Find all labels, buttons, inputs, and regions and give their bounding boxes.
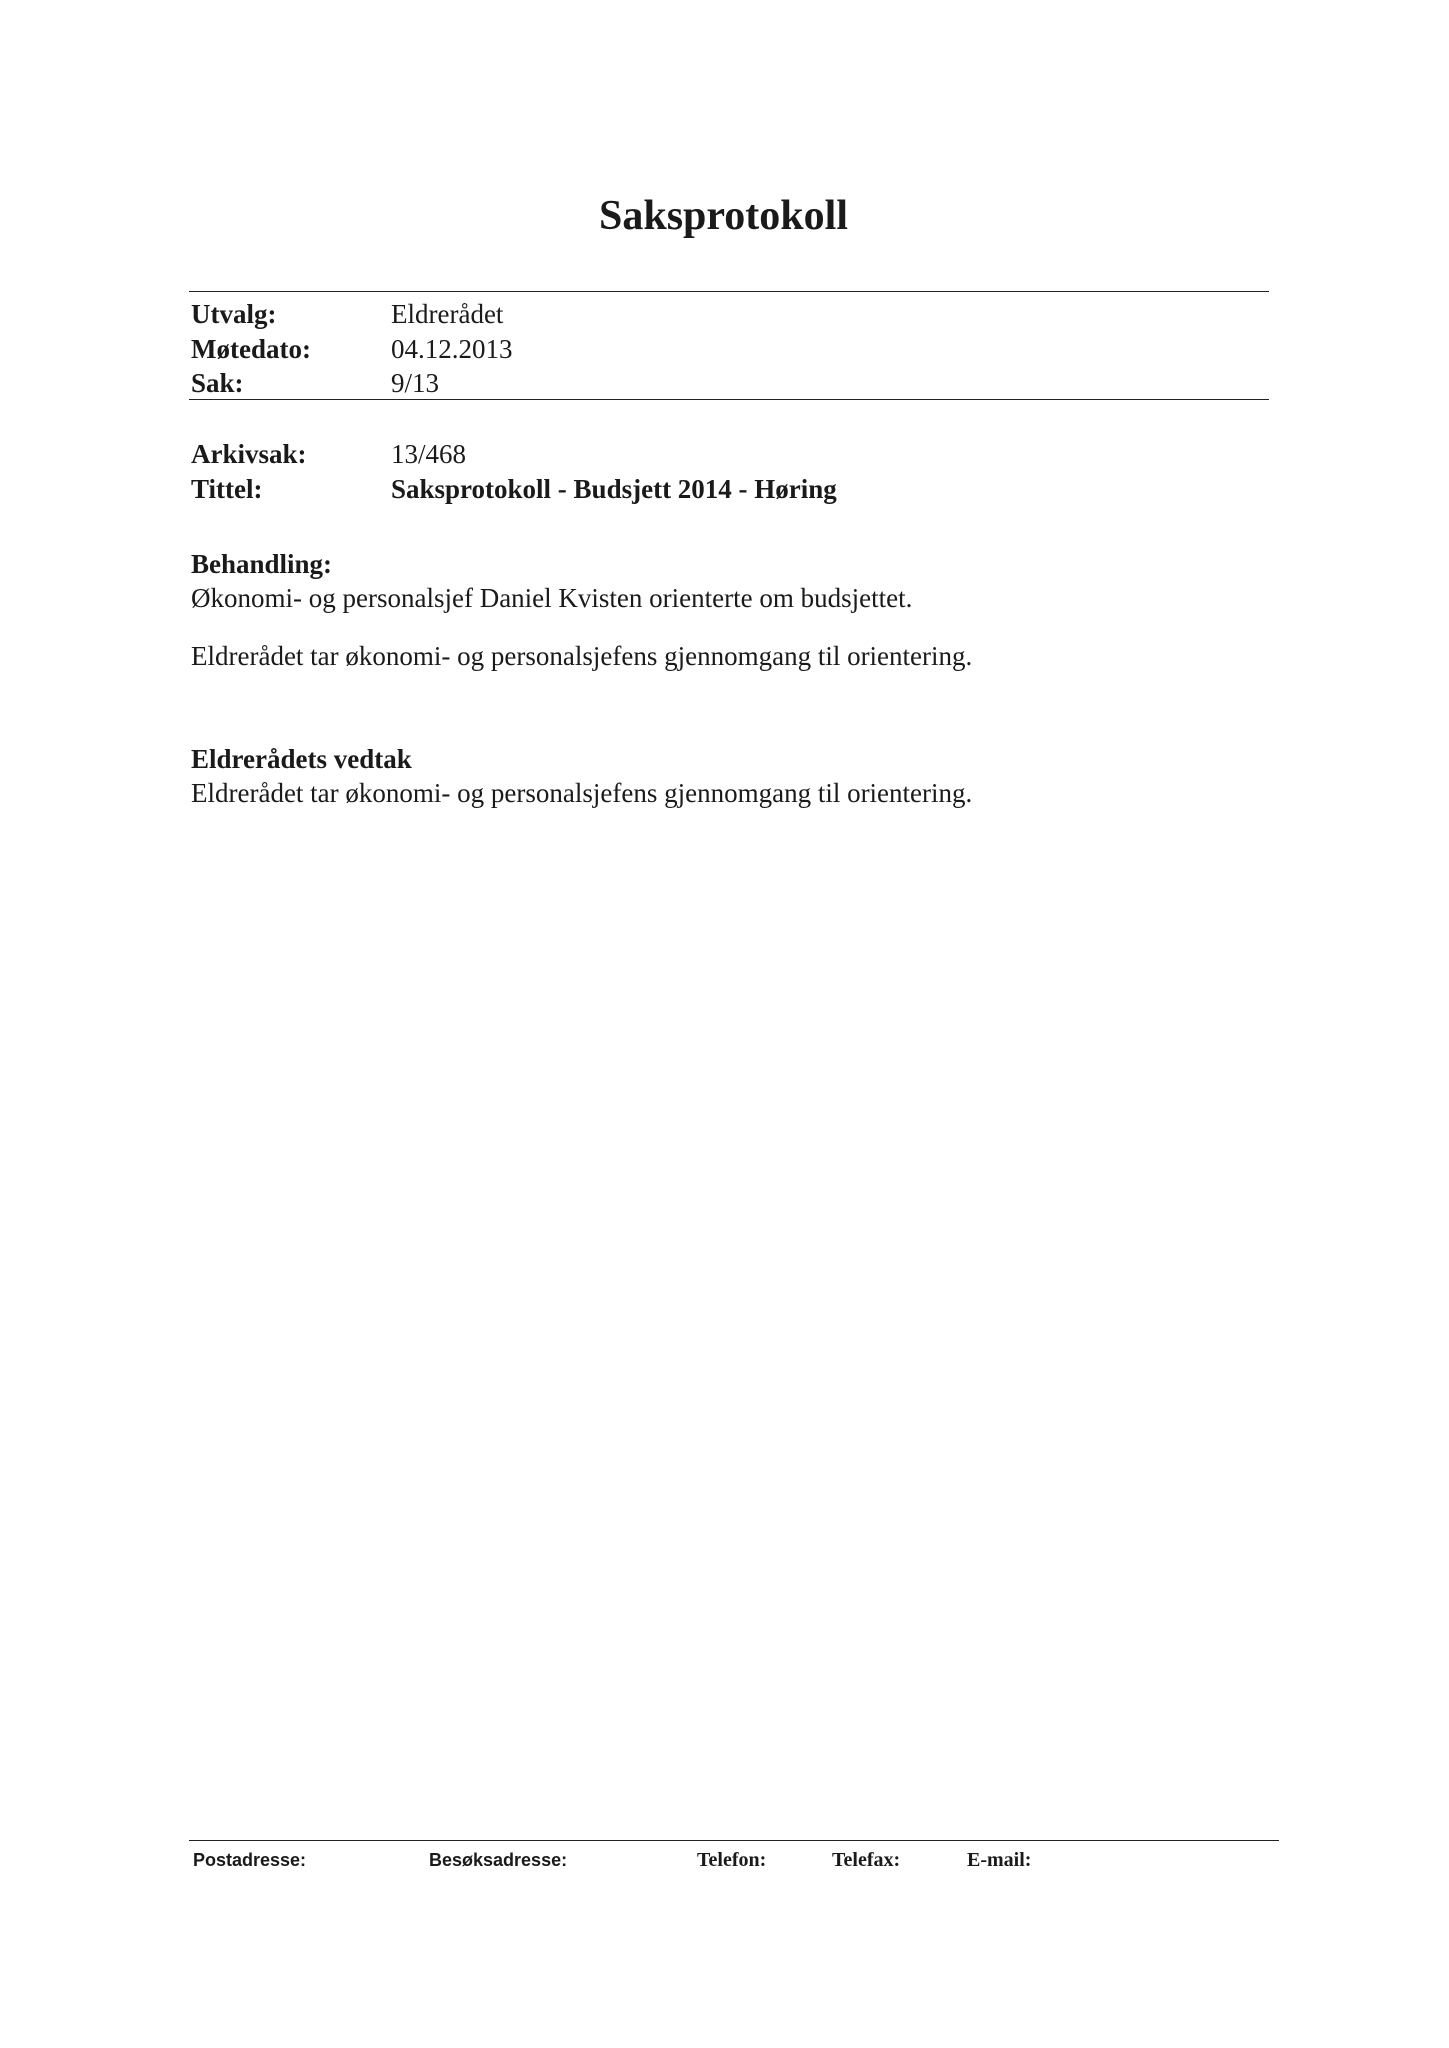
arkivsak-label: Arkivsak: (191, 439, 307, 469)
header-divider-top (189, 291, 1269, 292)
meta-row-utvalg (191, 297, 503, 331)
footer-besoksadresse: Besøksadresse: (429, 1850, 568, 1870)
meta-row-motedato (191, 332, 513, 366)
meta-row-arkivsak (191, 437, 466, 471)
meta-row-tittel (191, 472, 837, 506)
footer-telefon: Telefon: (697, 1849, 767, 1871)
motedato-value: 04.12.2013 (391, 334, 513, 364)
page-title: Saksprotokoll (599, 193, 848, 239)
motedato-label: Møtedato: (191, 334, 311, 364)
header-divider-bottom (189, 399, 1269, 400)
tittel-label: Tittel: (191, 474, 263, 504)
sak-label: Sak: (191, 368, 244, 398)
meta-row-sak (191, 366, 439, 400)
sak-value: 9/13 (391, 368, 440, 398)
footer-postadresse: Postadresse: (193, 1850, 307, 1870)
behandling-paragraph-1: Økonomi- og personalsjef Daniel Kvisten orienterte om budsjettet. (191, 583, 913, 613)
behandling-heading: Behandling: (191, 549, 333, 579)
arkivsak-value: 13/468 (391, 439, 467, 469)
vedtak-paragraph: Eldrerådet tar økonomi- og personalsjefens gjennomgang til orientering. (191, 778, 973, 808)
tittel-value: Saksprotokoll - Budsjett 2014 - Høring (391, 474, 837, 504)
vedtak-heading: Eldrerådets vedtak (191, 744, 412, 774)
footer-divider (189, 1840, 1279, 1841)
behandling-paragraph-2: Eldrerådet tar økonomi- og personalsjefens gjennomgang til orientering. (191, 641, 973, 671)
utvalg-label: Utvalg: (191, 299, 277, 329)
utvalg-value: Eldrerådet (391, 299, 504, 329)
footer-email: E-mail: (967, 1849, 1032, 1871)
footer-telefax: Telefax: (832, 1849, 901, 1871)
